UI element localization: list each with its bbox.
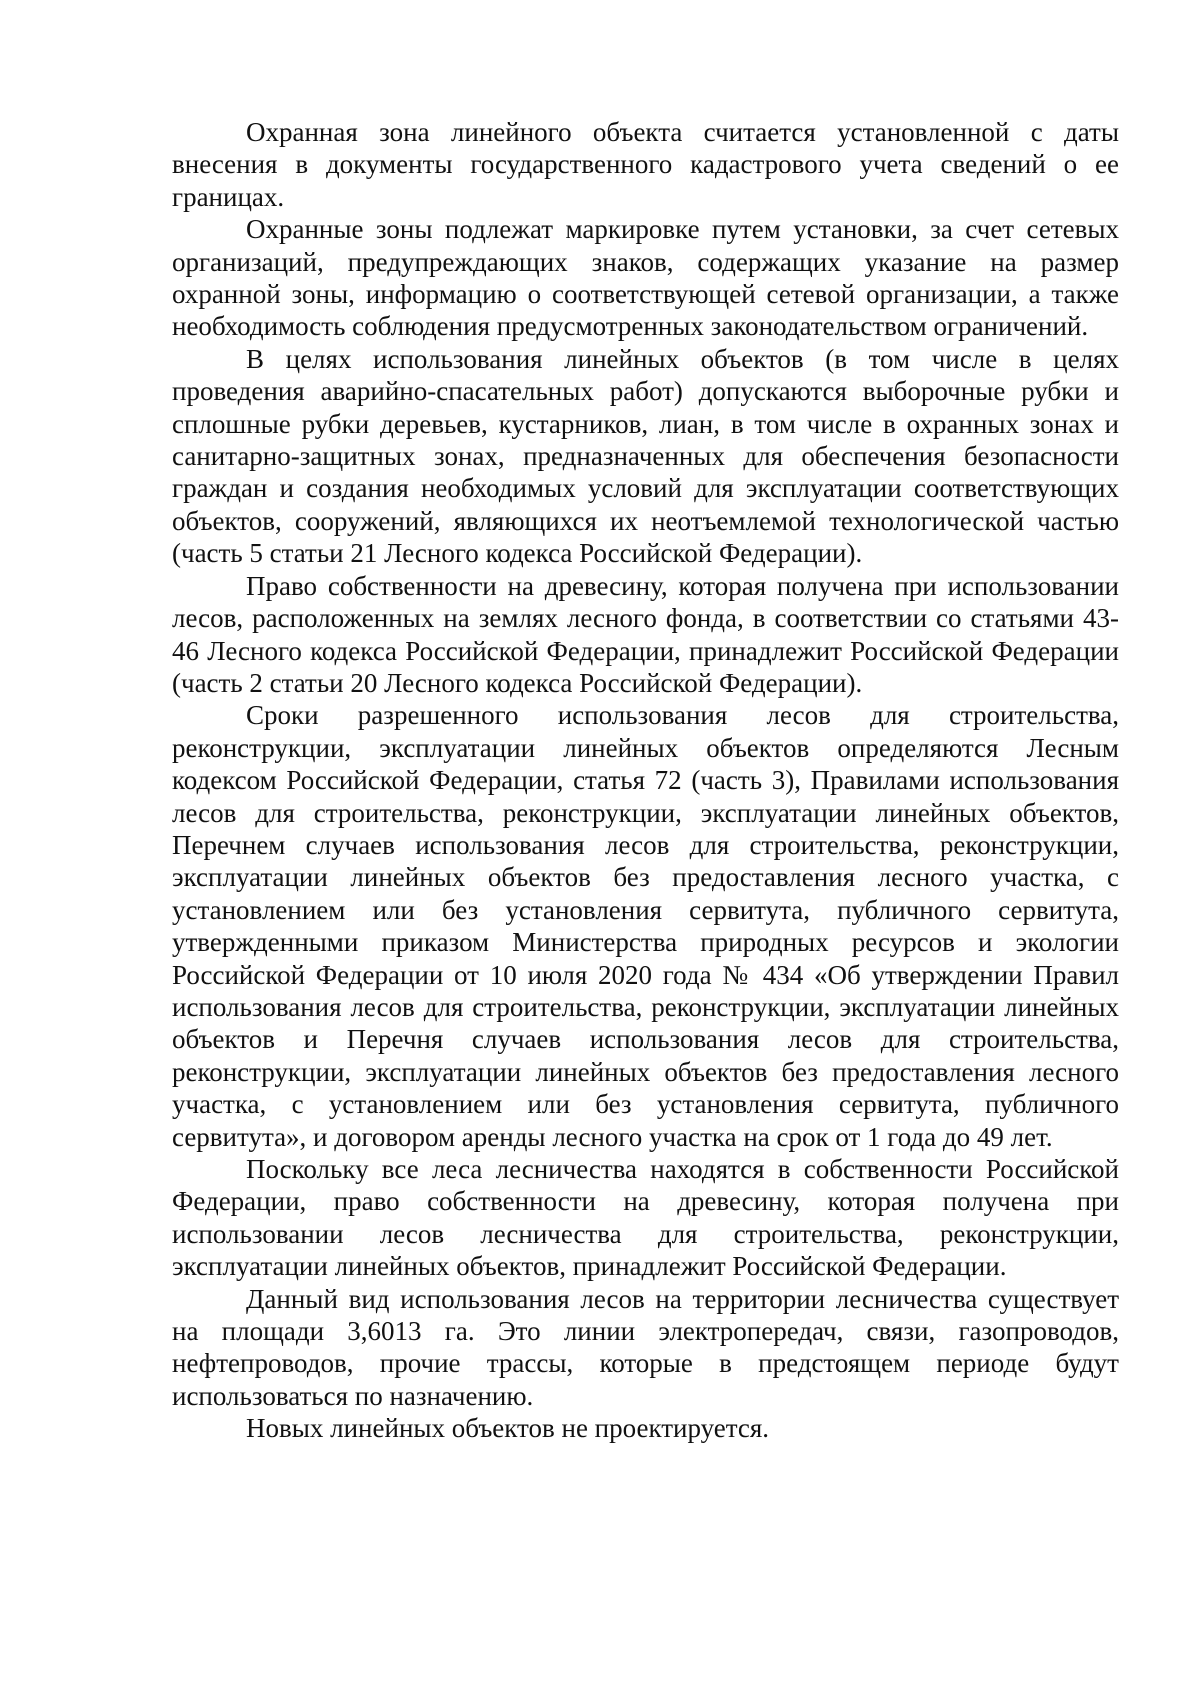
paragraph-protection-zone-established: Охранная зона линейного объекта считается установленной с даты внесения в документы государственного кадастрового учета сведений о ее границах. (172, 117, 1119, 212)
paragraph-logging-permissions: В целях использования линейных объектов (в том числе в целях проведения аварийно-спасательных работ) допускаются выборочные рубки и сплошные рубки деревьев, кустарников, лиан, в том числе в охранных зонах и санитарно-защитных зонах, предназначенных для обеспечения безопасности граждан и создания необходимых условий для эксплуатации соответствующих объектов, сооружений, являющихся их неотъемлемой технологической частью (часть 5 статьи 21 Лесного кодекса Российской Федерации). (172, 343, 1119, 569)
paragraph-forestry-ownership: Поскольку все леса лесничества находятся в собственности Российской Федерации, право собственности на древесину, которая получена при использовании лесов лесничества для строительства, реконструкции, эксплуатации линейных объектов, принадлежит Российской Федерации. (172, 1154, 1119, 1282)
paragraph-no-new-objects: Новых линейных объектов не проектируется. (246, 1413, 770, 1444)
paragraph-usage-area: Данный вид использования лесов на территории лесничества существует на площади 3,6013 га. Это линии электропередач, связи, газопроводов, нефтепроводов, прочие трассы, которые в предстоящем периоде будут использоваться по назначению. (172, 1283, 1119, 1411)
paragraph-usage-terms: Сроки разрешенного использования лесов для строительства, реконструкции, эксплуатации линейных объектов определяются Лесным кодексом Российской Федерации, статья 72 (часть 3), Правилами использования лесов для строительства, реконструкции, эксплуатации линейных объектов, Перечнем случаев использования лесов для строительства, реконструкции, эксплуатации линейных объектов без предоставления лесного участка, с установлением или без установления сервитута, публичного сервитута, утвержденными приказом Министерства природных ресурсов и экологии Российской Федерации от 10 июля 2020 года № 434 «Об утверждении Правил использования лесов для строительства, реконструкции, эксплуатации линейных объектов и Перечня случаев использования лесов для строительства, реконструкции, эксплуатации линейных объектов без предоставления лесного участка, с установлением или без установления сервитута, публичного сервитута», и договором аренды лесного участка на срок от 1 года до 49 лет. (172, 700, 1119, 1152)
paragraph-wood-ownership: Право собственности на древесину, которая получена при использовании лесов, расположенных на землях лесного фонда, в соответствии со статьями 43-46 Лесного кодекса Российской Федерации, принадлежит Российской Федерации (часть 2 статьи 20 Лесного кодекса Российской Федерации). (172, 570, 1119, 698)
document-page (172, 116, 1119, 1445)
paragraph-protection-zone-marking: Охранные зоны подлежат маркировке путем установки, за счет сетевых организаций, предупреждающих знаков, содержащих указание на размер охранной зоны, информацию о соответствующей сетевой организации, а также необходимость соблюдения предусмотренных законодательством ограничений. (172, 214, 1119, 342)
